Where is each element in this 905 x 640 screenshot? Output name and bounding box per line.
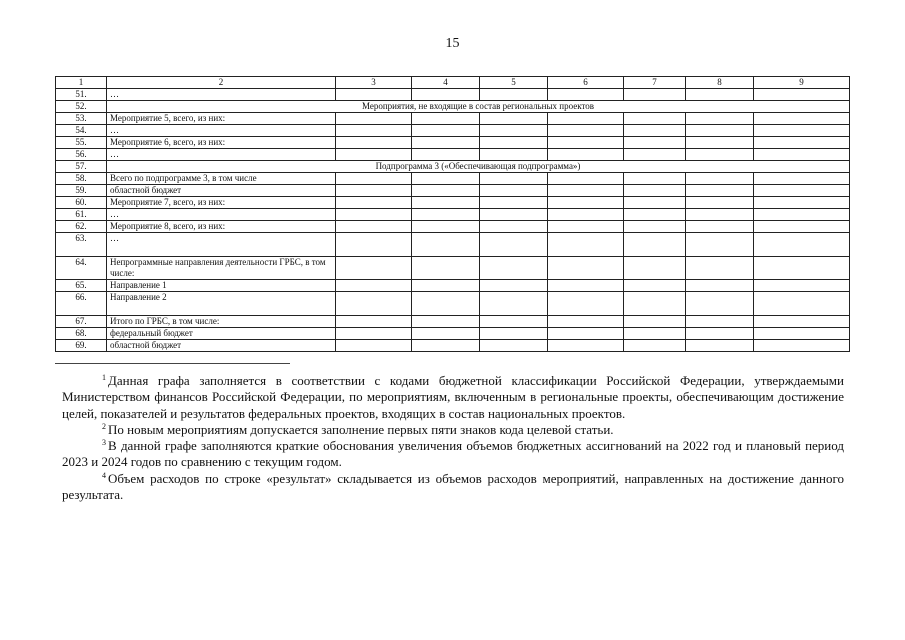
empty-cell [754, 113, 850, 125]
empty-cell [624, 113, 686, 125]
section-heading: Мероприятия, не входящие в состав региональных проектов [107, 101, 850, 113]
table-row [56, 221, 850, 233]
empty-cell [624, 137, 686, 149]
row-number: 52. [56, 101, 107, 113]
empty-cell [754, 257, 850, 280]
empty-cell [480, 125, 548, 137]
row-label: Мероприятие 6, всего, из них: [107, 137, 336, 149]
empty-cell [754, 137, 850, 149]
empty-cell [548, 340, 624, 352]
row-label: … [107, 209, 336, 221]
empty-cell [754, 233, 850, 257]
empty-cell [686, 328, 754, 340]
empty-cell [686, 316, 754, 328]
empty-cell [754, 185, 850, 197]
empty-cell [412, 280, 480, 292]
row-label: областной бюджет [107, 185, 336, 197]
empty-cell [412, 197, 480, 209]
empty-cell [548, 185, 624, 197]
empty-cell [480, 149, 548, 161]
empty-cell [686, 125, 754, 137]
empty-cell [548, 257, 624, 280]
table-row [56, 197, 850, 209]
row-number: 60. [56, 197, 107, 209]
empty-cell [336, 113, 412, 125]
empty-cell [412, 292, 480, 316]
empty-cell [336, 89, 412, 101]
budget-table [55, 76, 850, 352]
empty-cell [754, 89, 850, 101]
empty-cell [480, 137, 548, 149]
empty-cell [686, 209, 754, 221]
table-row [56, 149, 850, 161]
empty-cell [412, 209, 480, 221]
column-header: 7 [624, 77, 686, 89]
empty-cell [412, 137, 480, 149]
empty-cell [548, 113, 624, 125]
empty-cell [624, 209, 686, 221]
row-label: Мероприятие 5, всего, из них: [107, 113, 336, 125]
empty-cell [412, 340, 480, 352]
empty-cell [336, 149, 412, 161]
footnote [62, 471, 844, 504]
empty-cell [548, 137, 624, 149]
row-number: 62. [56, 221, 107, 233]
footnote [62, 438, 844, 471]
table-row [56, 101, 850, 113]
empty-cell [624, 89, 686, 101]
column-header: 6 [548, 77, 624, 89]
empty-cell [336, 137, 412, 149]
row-number: 65. [56, 280, 107, 292]
empty-cell [754, 328, 850, 340]
empty-cell [686, 149, 754, 161]
empty-cell [624, 173, 686, 185]
row-number: 58. [56, 173, 107, 185]
row-number: 67. [56, 316, 107, 328]
table-row [56, 137, 850, 149]
column-header: 1 [56, 77, 107, 89]
empty-cell [480, 257, 548, 280]
empty-cell [754, 149, 850, 161]
column-header: 4 [412, 77, 480, 89]
empty-cell [480, 340, 548, 352]
table-row [56, 328, 850, 340]
row-number: 63. [56, 233, 107, 257]
table-row [56, 292, 850, 316]
empty-cell [480, 173, 548, 185]
empty-cell [548, 89, 624, 101]
footnotes [62, 373, 844, 503]
empty-cell [548, 149, 624, 161]
empty-cell [480, 185, 548, 197]
empty-cell [686, 137, 754, 149]
empty-cell [336, 209, 412, 221]
footnote-separator [55, 363, 290, 364]
empty-cell [412, 113, 480, 125]
footnote-text: Объем расходов по строке «результат» складывается из объемов расходов мероприятий, направленных на достижение данного результата. [62, 470, 844, 503]
empty-cell [624, 233, 686, 257]
empty-cell [480, 89, 548, 101]
row-number: 68. [56, 328, 107, 340]
row-number: 61. [56, 209, 107, 221]
empty-cell [754, 197, 850, 209]
table-row [56, 89, 850, 101]
empty-cell [412, 316, 480, 328]
empty-cell [412, 233, 480, 257]
empty-cell [686, 233, 754, 257]
empty-cell [754, 173, 850, 185]
empty-cell [624, 328, 686, 340]
table-row [56, 125, 850, 137]
empty-cell [412, 257, 480, 280]
row-number: 66. [56, 292, 107, 316]
empty-cell [480, 328, 548, 340]
row-number: 54. [56, 125, 107, 137]
empty-cell [754, 125, 850, 137]
table-row [56, 257, 850, 280]
row-number: 56. [56, 149, 107, 161]
row-label: областной бюджет [107, 340, 336, 352]
row-label: Всего по подпрограмме 3, в том числе [107, 173, 336, 185]
empty-cell [624, 257, 686, 280]
empty-cell [336, 197, 412, 209]
footnote-mark: 1 [102, 373, 106, 382]
row-label: … [107, 89, 336, 101]
empty-cell [336, 233, 412, 257]
footnote [62, 373, 844, 422]
footnote-text: Данная графа заполняется в соответствии с кодами бюджетной классификации Российской Федерации, утверждаемыми Министерством финансов Российской Федерации, по мероприятиям, включенным в региональные проекты, обеспечивающим достижение целей, показателей и результатов федеральных проектов, входящих в состав национальных проектов. [62, 373, 844, 421]
empty-cell [548, 197, 624, 209]
table-row [56, 173, 850, 185]
empty-cell [624, 197, 686, 209]
row-number: 55. [56, 137, 107, 149]
empty-cell [412, 328, 480, 340]
table-row [56, 280, 850, 292]
empty-cell [412, 149, 480, 161]
empty-cell [336, 185, 412, 197]
empty-cell [686, 257, 754, 280]
empty-cell [624, 280, 686, 292]
empty-cell [336, 173, 412, 185]
row-number: 51. [56, 89, 107, 101]
empty-cell [624, 149, 686, 161]
empty-cell [686, 340, 754, 352]
empty-cell [480, 280, 548, 292]
empty-cell [548, 125, 624, 137]
row-label: … [107, 149, 336, 161]
empty-cell [336, 328, 412, 340]
empty-cell [480, 209, 548, 221]
column-header: 2 [107, 77, 336, 89]
empty-cell [336, 280, 412, 292]
row-label: Мероприятие 8, всего, из них: [107, 221, 336, 233]
footnote-text: По новым мероприятиям допускается заполнение первых пяти знаков кода целевой статьи. [108, 421, 614, 437]
row-number: 64. [56, 257, 107, 280]
footnote [62, 422, 844, 438]
empty-cell [624, 221, 686, 233]
empty-cell [548, 233, 624, 257]
empty-cell [686, 280, 754, 292]
column-header: 8 [686, 77, 754, 89]
empty-cell [480, 113, 548, 125]
table-row [56, 113, 850, 125]
empty-cell [686, 113, 754, 125]
empty-cell [548, 173, 624, 185]
empty-cell [548, 280, 624, 292]
empty-cell [480, 292, 548, 316]
empty-cell [686, 173, 754, 185]
empty-cell [548, 209, 624, 221]
empty-cell [412, 89, 480, 101]
empty-cell [754, 280, 850, 292]
table-row [56, 209, 850, 221]
page-number: 15 [445, 36, 460, 51]
row-label: … [107, 125, 336, 137]
empty-cell [412, 185, 480, 197]
footnote-mark: 4 [102, 470, 106, 480]
empty-cell [336, 221, 412, 233]
empty-cell [548, 316, 624, 328]
empty-cell [686, 185, 754, 197]
column-header: 9 [754, 77, 850, 89]
empty-cell [336, 257, 412, 280]
table-row [56, 161, 850, 173]
empty-cell [336, 292, 412, 316]
empty-cell [624, 292, 686, 316]
row-label: Направление 2 [107, 292, 336, 316]
empty-cell [412, 173, 480, 185]
footnote-mark: 2 [102, 421, 106, 431]
table-row [56, 340, 850, 352]
table-row [56, 316, 850, 328]
column-header: 3 [336, 77, 412, 89]
empty-cell [624, 185, 686, 197]
table-row [56, 233, 850, 257]
empty-cell [754, 221, 850, 233]
row-number: 59. [56, 185, 107, 197]
column-header: 5 [480, 77, 548, 89]
empty-cell [480, 316, 548, 328]
row-label: Мероприятие 7, всего, из них: [107, 197, 336, 209]
empty-cell [336, 125, 412, 137]
empty-cell [754, 316, 850, 328]
row-number: 53. [56, 113, 107, 125]
row-label: Непрограммные направления деятельности ГРБС, в том числе: [107, 257, 336, 280]
empty-cell [548, 221, 624, 233]
row-number: 57. [56, 161, 107, 173]
empty-cell [624, 316, 686, 328]
row-label: … [107, 233, 336, 257]
empty-cell [480, 197, 548, 209]
empty-cell [624, 340, 686, 352]
empty-cell [754, 340, 850, 352]
empty-cell [412, 221, 480, 233]
empty-cell [548, 292, 624, 316]
row-label: федеральный бюджет [107, 328, 336, 340]
row-number: 69. [56, 340, 107, 352]
empty-cell [624, 125, 686, 137]
empty-cell [548, 328, 624, 340]
table-row [56, 185, 850, 197]
empty-cell [686, 89, 754, 101]
empty-cell [754, 292, 850, 316]
empty-cell [686, 197, 754, 209]
empty-cell [480, 221, 548, 233]
empty-cell [480, 233, 548, 257]
row-label: Направление 1 [107, 280, 336, 292]
empty-cell [686, 221, 754, 233]
table-header-row [56, 77, 850, 89]
empty-cell [336, 340, 412, 352]
empty-cell [336, 316, 412, 328]
empty-cell [686, 292, 754, 316]
row-label: Итого по ГРБС, в том числе: [107, 316, 336, 328]
footnote-mark: 3 [102, 438, 106, 448]
section-heading: Подпрограмма 3 («Обеспечивающая подпрограмма») [107, 161, 850, 173]
footnote-text: В данной графе заполняются краткие обоснования увеличения объемов бюджетных ассигнований на 2022 год и плановый период 2023 и 2024 годов по сравнению с текущим годом. [62, 438, 844, 470]
empty-cell [754, 209, 850, 221]
empty-cell [412, 125, 480, 137]
